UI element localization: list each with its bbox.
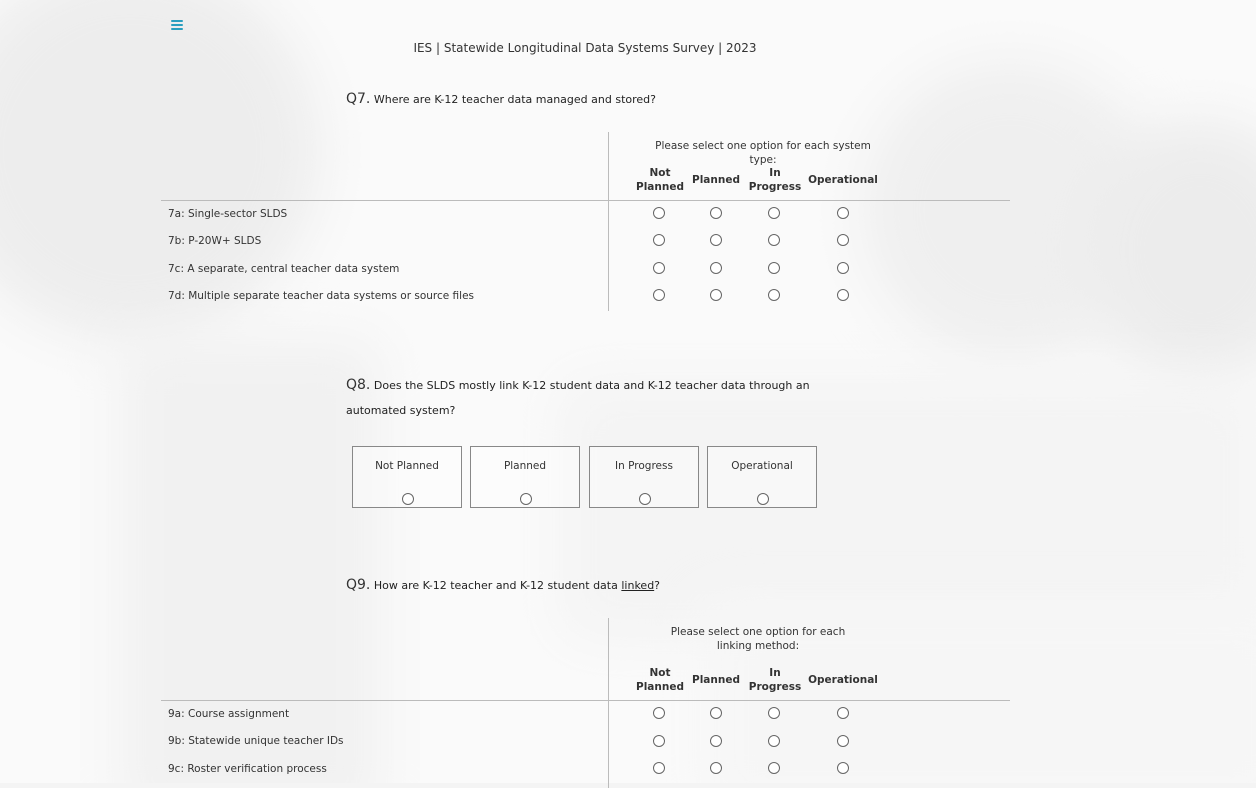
q7-col-operational: Operational [808, 174, 878, 186]
q9-col-in-progress: In Progress [748, 667, 802, 693]
q7-divider-horizontal [161, 200, 1010, 201]
q9-number: Q9. [346, 577, 371, 593]
q7-7c-operational-radio[interactable] [837, 262, 849, 274]
q9-matrix [161, 618, 1010, 788]
q8-in-progress-radio[interactable] [639, 493, 651, 505]
q8-option-label: Planned [503, 460, 547, 472]
q7-col-in-progress: In Progress [748, 167, 802, 193]
q7-7c-in-progress-radio[interactable] [768, 262, 780, 274]
q8-text: Does the SLDS mostly link K-12 student data and K-12 teacher data through an automated system? [346, 379, 810, 417]
q7-number: Q7. [346, 91, 371, 107]
q7-7d-in-progress-radio[interactable] [768, 289, 780, 301]
q7-divider-vertical [608, 132, 609, 311]
q9-row-label-9b: 9b: Statewide unique teacher IDs [168, 735, 344, 747]
q7-7d-planned-radio[interactable] [710, 289, 722, 301]
q8-option-label: Not Planned [375, 460, 439, 472]
q9-9b-operational-radio[interactable] [837, 735, 849, 747]
q9-9c-operational-radio[interactable] [837, 762, 849, 774]
q9-9b-planned-radio[interactable] [710, 735, 722, 747]
q7-7b-in-progress-radio[interactable] [768, 234, 780, 246]
q8-operational-radio[interactable] [757, 493, 769, 505]
q8-option-planned[interactable] [470, 446, 580, 508]
q9-9c-not-planned-radio[interactable] [653, 762, 665, 774]
q9-instruction: Please select one option for each linking method: [670, 626, 846, 652]
q9-divider-vertical [608, 618, 609, 788]
q8-planned-radio[interactable] [520, 493, 532, 505]
q8-number: Q8. [346, 377, 371, 393]
q7-row-label-7a: 7a: Single-sector SLDS [168, 208, 288, 220]
q9-9a-not-planned-radio[interactable] [653, 707, 665, 719]
q7-instruction: Please select one option for each system type: [655, 140, 871, 166]
q9-9c-in-progress-radio[interactable] [768, 762, 780, 774]
q9-linked-term: linked [621, 579, 655, 592]
q9-col-planned: Planned [692, 674, 740, 686]
q9-9a-in-progress-radio[interactable] [768, 707, 780, 719]
q7-7b-planned-radio[interactable] [710, 234, 722, 246]
q7-7b-not-planned-radio[interactable] [653, 234, 665, 246]
q8-option-operational[interactable] [707, 446, 817, 508]
page-title: IES | Statewide Longitudinal Data Systems Survey | 2023 [413, 41, 757, 55]
q7-7a-not-planned-radio[interactable] [653, 207, 665, 219]
q9-row-label-9c: 9c: Roster verification process [168, 763, 327, 775]
q9-9b-not-planned-radio[interactable] [653, 735, 665, 747]
q7-7d-not-planned-radio[interactable] [653, 289, 665, 301]
q8-question [346, 373, 816, 423]
q7-matrix [161, 132, 1010, 312]
q8-option-in-progress[interactable] [589, 446, 699, 508]
q9-9a-planned-radio[interactable] [710, 707, 722, 719]
q9-divider-horizontal [161, 700, 1010, 701]
q9-col-operational: Operational [808, 674, 878, 686]
q7-7a-in-progress-radio[interactable] [768, 207, 780, 219]
q8-option-label: Operational [731, 460, 793, 472]
q7-col-not-planned: Not Planned [636, 167, 684, 193]
q9-row-label-9a: 9a: Course assignment [168, 708, 290, 720]
q7-row-label-7d: 7d: Multiple separate teacher data systems or source files [168, 290, 475, 302]
q9-question [346, 573, 660, 598]
q7-7c-planned-radio[interactable] [710, 262, 722, 274]
q9-9b-in-progress-radio[interactable] [768, 735, 780, 747]
q7-row-label-7c: 7c: A separate, central teacher data system [168, 263, 400, 275]
q7-7a-planned-radio[interactable] [710, 207, 722, 219]
q7-question [346, 87, 656, 112]
q7-row-label-7b: 7b: P-20W+ SLDS [168, 235, 262, 247]
q7-7b-operational-radio[interactable] [837, 234, 849, 246]
q9-9c-planned-radio[interactable] [710, 762, 722, 774]
q8-option-not-planned[interactable] [352, 446, 462, 508]
q8-option-label: In Progress [615, 460, 673, 472]
q9-text: How are K-12 teacher and K-12 student data [373, 579, 622, 592]
q9-9a-operational-radio[interactable] [837, 707, 849, 719]
q7-7d-operational-radio[interactable] [837, 289, 849, 301]
q7-col-planned: Planned [692, 174, 740, 186]
q7-text: Where are K-12 teacher data managed and stored? [373, 93, 656, 106]
q8-not-planned-radio[interactable] [402, 493, 414, 505]
q9-col-not-planned: Not Planned [636, 667, 684, 693]
q7-7c-not-planned-radio[interactable] [653, 262, 665, 274]
hamburger-menu-icon[interactable] [171, 18, 183, 32]
q9-text-end: ? [654, 579, 661, 592]
q7-7a-operational-radio[interactable] [837, 207, 849, 219]
